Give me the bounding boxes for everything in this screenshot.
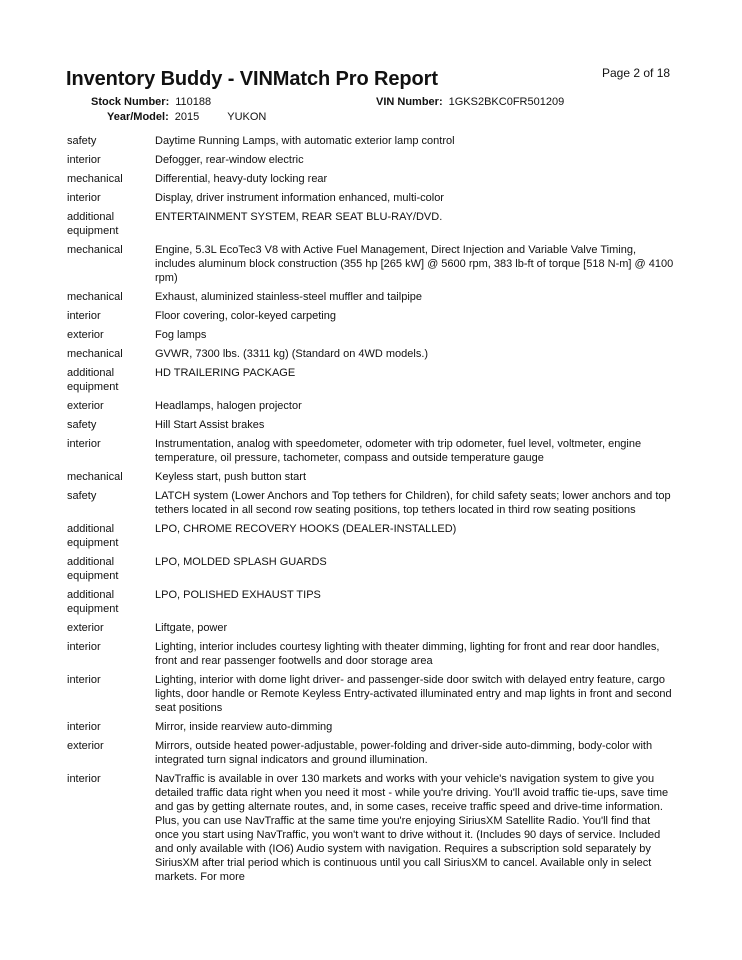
equipment-category: safety [67, 490, 97, 502]
equipment-row [67, 366, 677, 394]
equipment-category: mechanical [67, 244, 123, 256]
equipment-category: interior [67, 192, 101, 204]
equipment-description: Exhaust, aluminized stainless-steel muffler and tailpipe [155, 291, 422, 303]
equipment-description: Defogger, rear-window electric [155, 154, 304, 166]
equipment-category: exterior [67, 622, 104, 634]
equipment-category: interior [67, 721, 101, 733]
stock-number [91, 95, 211, 109]
vin-number-value: 1GKS2BKC0FR501209 [448, 96, 565, 108]
equipment-category: interior [67, 438, 101, 450]
vin-number-label: VIN Number: [376, 96, 443, 108]
equipment-row [67, 437, 677, 465]
stock-number-value: 110188 [175, 96, 212, 108]
equipment-row [67, 489, 677, 517]
equipment-description: Keyless start, push button start [155, 471, 307, 483]
equipment-row [67, 673, 677, 715]
equipment-row [67, 290, 677, 304]
equipment-row [67, 555, 677, 583]
equipment-row [67, 172, 677, 186]
equipment-row [67, 720, 677, 734]
equipment-list [67, 134, 677, 889]
equipment-category: additional equipment [67, 589, 119, 615]
equipment-description: Liftgate, power [155, 622, 228, 634]
equipment-description: Mirror, inside rearview auto-dimming [155, 721, 333, 733]
equipment-description: LPO, POLISHED EXHAUST TIPS [155, 589, 321, 601]
equipment-category: safety [67, 419, 97, 431]
equipment-row [67, 210, 677, 238]
equipment-row [67, 588, 677, 616]
equipment-category: interior [67, 154, 101, 166]
equipment-row [67, 191, 677, 205]
year-model-label: Year/Model: [107, 111, 169, 123]
vin-number [376, 95, 564, 109]
equipment-category: exterior [67, 400, 104, 412]
equipment-description: Differential, heavy-duty locking rear [155, 173, 328, 185]
equipment-category: mechanical [67, 173, 123, 185]
equipment-description: Lighting, interior with dome light driver- and passenger-side door switch with delayed entry feature, cargo lights, door handle or Remote Keyless Entry-activated illuminated entry and map lights in front and second seat positions [155, 674, 672, 714]
equipment-row [67, 134, 677, 148]
equipment-row [67, 640, 677, 668]
equipment-description: LPO, CHROME RECOVERY HOOKS (DEALER-INSTALLED) [155, 523, 457, 535]
equipment-description: Mirrors, outside heated power-adjustable, power-folding and driver-side auto-dimming, body-color with integrated turn signal indicators and ground illumination. [155, 740, 653, 766]
equipment-row [67, 418, 677, 432]
equipment-row [67, 739, 677, 767]
equipment-category: interior [67, 674, 101, 686]
equipment-description: Hill Start Assist brakes [155, 419, 265, 431]
equipment-row [67, 347, 677, 361]
equipment-category: additional equipment [67, 523, 119, 549]
equipment-category: exterior [67, 329, 104, 341]
equipment-description: HD TRAILERING PACKAGE [155, 367, 296, 379]
equipment-category: mechanical [67, 348, 123, 360]
equipment-description: ENTERTAINMENT SYSTEM, REAR SEAT BLU-RAY/DVD. [155, 211, 443, 223]
equipment-description: Engine, 5.3L EcoTec3 V8 with Active Fuel Management, Direct Injection and Variable Valve Timing, includes aluminum block construction (355 hp [265 kW] @ 5600 rpm, 383 lb-ft of torque [518 N-m] @ 4100 rpm) [155, 244, 674, 284]
equipment-description: LPO, MOLDED SPLASH GUARDS [155, 556, 327, 568]
equipment-category: interior [67, 641, 101, 653]
equipment-description: Floor covering, color-keyed carpeting [155, 310, 336, 322]
equipment-row [67, 153, 677, 167]
equipment-row [67, 399, 677, 413]
equipment-category: safety [67, 135, 97, 147]
year-value: 2015 [174, 111, 200, 123]
equipment-description: Headlamps, halogen projector [155, 400, 302, 412]
equipment-category: interior [67, 773, 101, 785]
equipment-category: mechanical [67, 291, 123, 303]
equipment-description: Fog lamps [155, 329, 207, 341]
equipment-row [67, 309, 677, 323]
equipment-category: additional equipment [67, 211, 119, 237]
equipment-row [67, 522, 677, 550]
equipment-category: interior [67, 310, 101, 322]
equipment-description: NavTraffic is available in over 130 markets and works with your vehicle's navigation system to give you detailed traffic data right when you need it most - while you're driving. You'll avoid traffic tie-ups, save time and gas by getting alternate routes, and, in some cases, receive traffic speed and drive-time information. Plus, you can use NavTraffic at the same time you're enjoying SiriusXM Satellite Radio. You'll find that once you start using NavTraffic, you won't want to drive without it. (Includes 90 days of service. Included and only available with (IO6) Audio system with navigation. Requires a subscription sold separately by SiriusXM after trial period which is continuous until you call SiriusXM to cancel. Available only in select markets. For more [155, 773, 669, 883]
stock-number-label: Stock Number: [91, 96, 170, 108]
report-title: Inventory Buddy - VINMatch Pro Report [66, 68, 438, 90]
equipment-description: LATCH system (Lower Anchors and Top tethers for Children), for child safety seats; lower anchors and top tethers located in all second row seating positions, top tethers located in third row seating positions [155, 490, 671, 516]
equipment-category: mechanical [67, 471, 123, 483]
equipment-category: exterior [67, 740, 104, 752]
equipment-row [67, 772, 677, 884]
equipment-description: Display, driver instrument information enhanced, multi-color [155, 192, 444, 204]
equipment-row [67, 243, 677, 285]
equipment-row [67, 328, 677, 342]
year-model [107, 110, 266, 124]
equipment-category: additional equipment [67, 367, 119, 393]
equipment-description: GVWR, 7300 lbs. (3311 kg) (Standard on 4WD models.) [155, 348, 429, 360]
page-number: Page 2 of 18 [602, 66, 671, 80]
equipment-description: Daytime Running Lamps, with automatic exterior lamp control [155, 135, 455, 147]
equipment-category: additional equipment [67, 556, 119, 582]
equipment-description: Lighting, interior includes courtesy lighting with theater dimming, lighting for front and rear door handles, front and rear passenger footwells and door storage area [155, 641, 660, 667]
equipment-description: Instrumentation, analog with speedometer, odometer with trip odometer, fuel level, voltmeter, engine temperature, oil pressure, tachometer, compass and outside temperature gauge [155, 438, 642, 464]
equipment-row [67, 621, 677, 635]
model-value: YUKON [227, 111, 267, 123]
equipment-row [67, 470, 677, 484]
